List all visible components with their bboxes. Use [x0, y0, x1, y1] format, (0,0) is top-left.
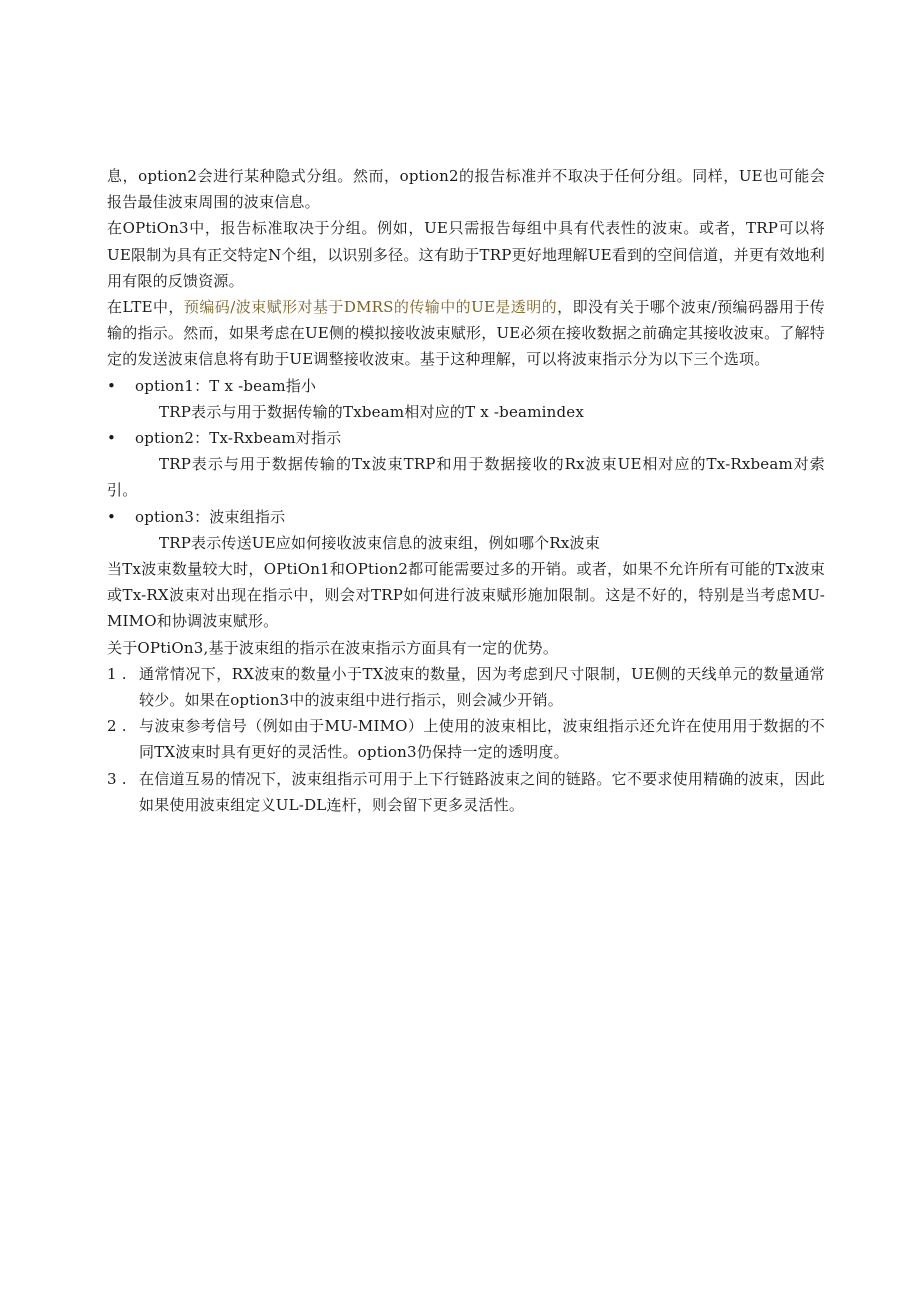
option3-title: option3：波束组指示 — [135, 507, 286, 526]
item-text: 通常情况下，RX波束的数量小于TX波束的数量，因为考虑到尺寸限制，UE侧的天线单元的数量通常较少。如果在option3中的波束组中进行指示，则会减少开销。 — [139, 664, 825, 710]
bullet-option2 — [107, 425, 825, 451]
lte-highlight: 预编码/波束赋形对基于DMRS的传输中的UE是透明的 — [183, 298, 558, 317]
paragraph-overhead: 当Tx波束数量较大时，OPtiOn1和OPtion2都可能需要过多的开销。或者，如果不允许所有可能的Tx波束或Tx-RX波束对出现在指示中，则会对TRP如何进行波束赋形施加限制。这是不好的，特别是当考虑MU-MIMO和协调波束赋形。 — [107, 560, 825, 631]
paragraph-option3-reporting: 在OPtiOn3中，报告标准取决于分组。例如，UE只需报告每组中具有代表性的波束。或者，TRP可以将UE限制为具有正交特定N个组，以识别多径。这有助于TRP更好地理解UE看到的空间信道，并更有效地利用有限的反馈资源。 — [107, 219, 825, 290]
item-number: 3 . — [107, 769, 127, 788]
option2-title: option2：Tx-Rxbeam对指示 — [135, 429, 342, 448]
bullet-dot: • — [107, 429, 117, 448]
item-number: 1 . — [107, 664, 127, 683]
item-text: 在信道互易的情况下，波束组指示可用于上下行链路波束之间的链路。它不要求使用精确的波束，因此如果使用波束组定义UL-DL连杆，则会留下更多灵活性。 — [139, 769, 825, 814]
numbered-item-2 — [107, 713, 825, 765]
item-text: 与波束参考信号（例如由于MU-MIMO）上使用的波束相比，波束组指示还允许在使用用于数据的不同TX波束时具有更好的灵活性。option3仍保持一定的透明度。 — [139, 717, 825, 762]
paragraph-advantage: 关于OPtiOn3,基于波束组的指示在波束指示方面具有一定的优势。 — [107, 638, 559, 657]
numbered-item-3 — [107, 766, 825, 818]
option3-desc: TRP表示传送UE应如何接收波束信息的波束组，例如哪个Rx波束 — [159, 533, 600, 552]
item-number: 2 . — [107, 717, 127, 736]
lte-prefix: 在LTE中， — [107, 298, 184, 317]
bullet-option1 — [107, 373, 825, 399]
bullet-dot: • — [107, 376, 117, 395]
bullet-option3 — [107, 504, 825, 530]
paragraph-lte — [107, 294, 825, 373]
lte-suffix: ，即没有关于哪个波束/预编码器用于传输的指示。然而，如果考虑在UE侧的模拟接收波束赋形，UE必须在接收数据之前确定其接收波束。了解特定的发送波束信息将有助于UE调整接收波束。基于这种理解，可以将波束指示分为以下三个选项。 — [107, 298, 825, 369]
paragraph-continuation: 息，option2会进行某种隐式分组。然而，option2的报告标准并不取决于任何分组。同样，UE也可能会报告最佳波束周围的波束信息。 — [107, 167, 825, 212]
bullet-dot: • — [107, 507, 117, 526]
numbered-item-1 — [107, 661, 825, 713]
option2-desc: TRP表示与用于数据传输的Tx波束TRP和用于数据接收的Rx波束UE相对应的Tx-Rxbeam对索引。 — [107, 455, 825, 500]
option1-desc: TRP表示与用于数据传输的Txbeam相对应的T x -beamindex — [159, 402, 585, 421]
option1-title: option1：T x -beam指小 — [135, 376, 317, 395]
document-page — [107, 163, 825, 818]
